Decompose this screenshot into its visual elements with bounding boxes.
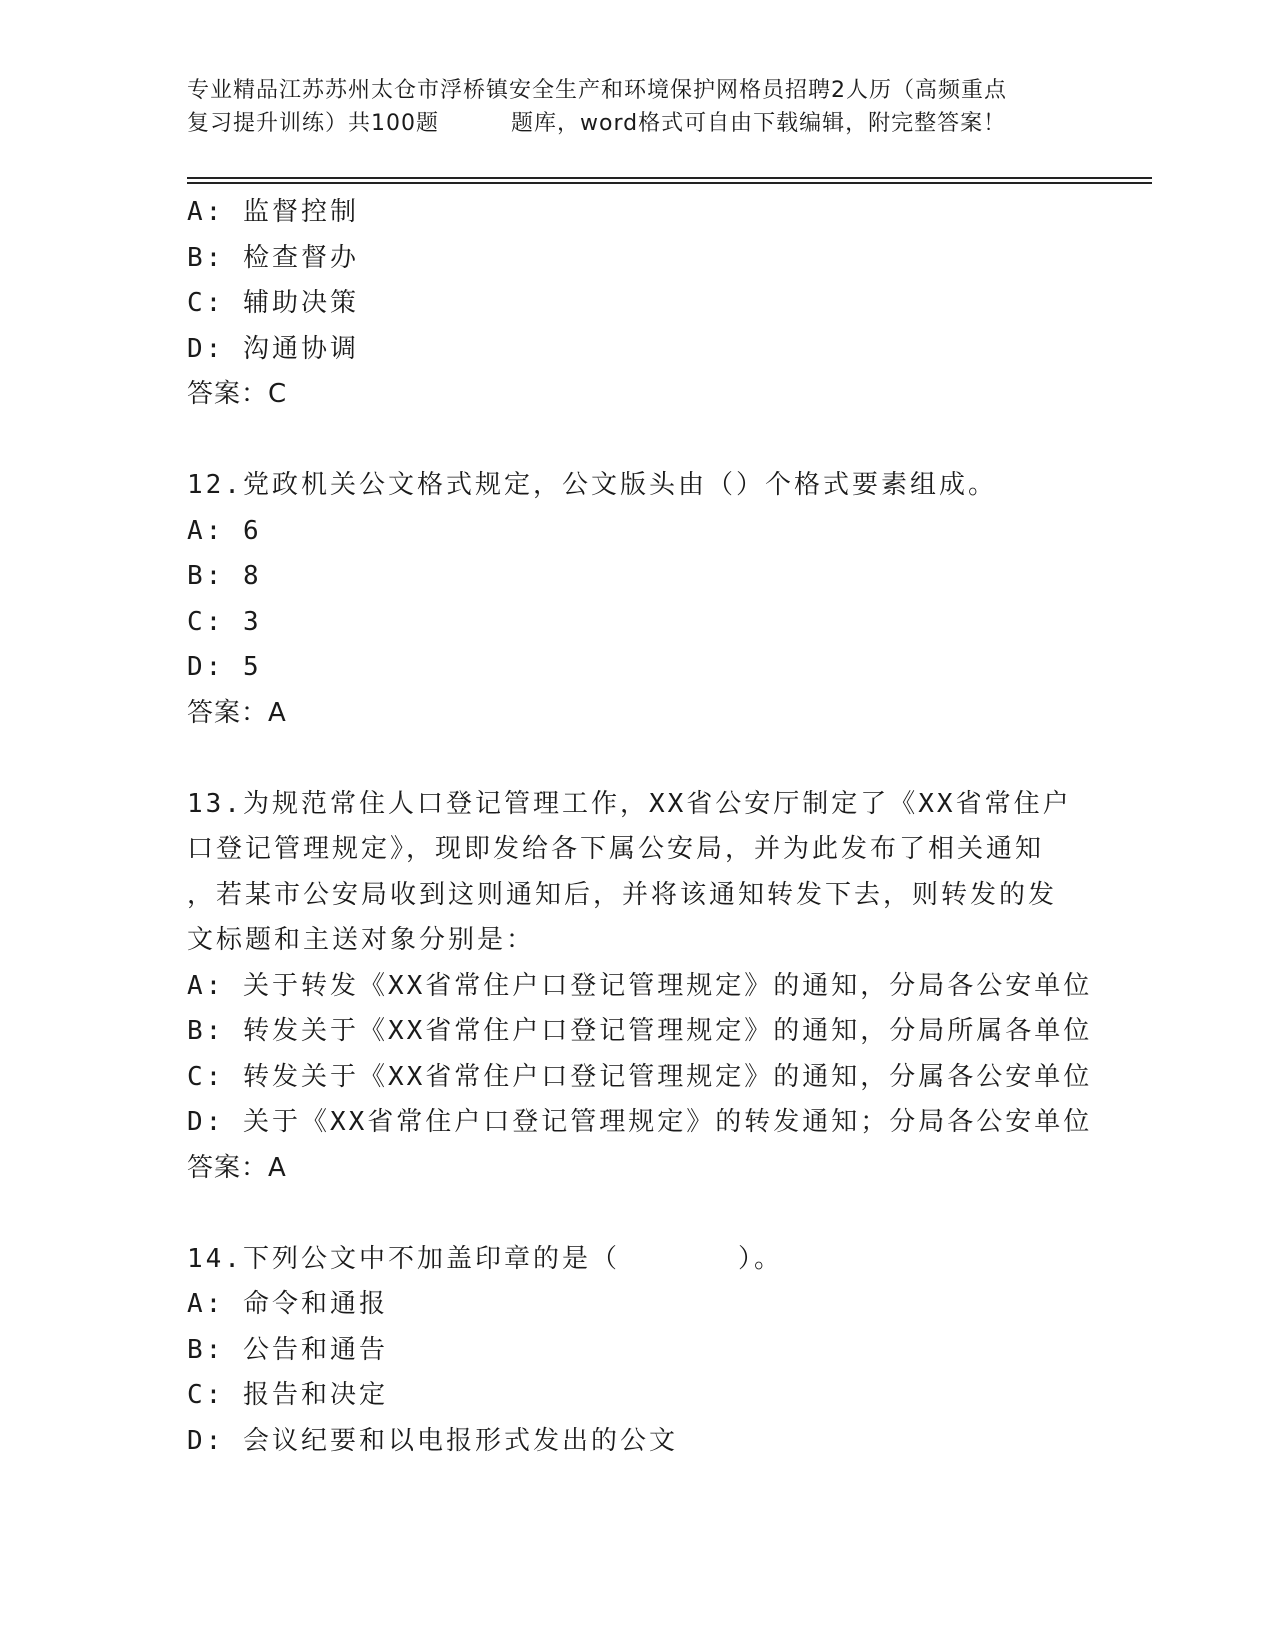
question-12 xyxy=(187,463,1087,736)
header-line-2-part-b: 题库，word格式可自由下载编辑，附完整答案！ xyxy=(511,111,1007,136)
q14-option-b: B: 公告和通告 xyxy=(187,1334,388,1365)
q14-option-a: A: 命令和通报 xyxy=(187,1289,388,1319)
question-14 xyxy=(187,1237,1087,1465)
header-rule-top xyxy=(187,177,1152,179)
q13-option-b: B: 转发关于《XX省常住户口登记管理规定》的通知，分局所属各单位 xyxy=(187,1016,1093,1046)
q11-option-a: A: 监督控制 xyxy=(187,197,359,227)
header-line-2 xyxy=(187,107,1087,140)
q12-answer: 答案：A xyxy=(187,697,287,728)
q13-option-a: A: 关于转发《XX省常住户口登记管理规定》的通知，分局各公安单位 xyxy=(187,970,1093,1001)
q12-option-d: D: 5 xyxy=(187,652,262,682)
question-11 xyxy=(187,190,1087,418)
header-line-1: 专业精品江苏苏州太仓市浮桥镇安全生产和环境保护网格员招聘2人历（高频重点 xyxy=(187,78,1007,103)
q13-option-d: D: 关于《XX省常住户口登记管理规定》的转发通知；分局各公安单位 xyxy=(187,1107,1093,1137)
q12-option-b: B: 8 xyxy=(187,561,262,591)
q14-option-c: C: 报告和决定 xyxy=(187,1380,388,1410)
q14-option-d: D: 会议纪要和以电报形式发出的公文 xyxy=(187,1425,678,1456)
q11-option-c: C: 辅助决策 xyxy=(187,288,359,318)
q13-option-c: C: 转发关于《XX省常住户口登记管理规定》的通知，分属各公安单位 xyxy=(187,1061,1093,1092)
document-header xyxy=(187,74,1087,140)
question-13 xyxy=(187,782,1093,1192)
q14-text-part-a: 14.下列公文中不加盖印章的是（ xyxy=(187,1243,620,1274)
q13-answer: 答案：A xyxy=(187,1152,287,1183)
q12-option-a: A: 6 xyxy=(187,515,262,546)
q13-text-line-3: ，若某市公安局收到这则通知后，并将该通知转发下去，则转发的发 xyxy=(187,879,1058,910)
document-body xyxy=(187,190,1093,1464)
q13-text-line-1: 13.为规范常住人口登记管理工作，XX省公安厅制定了《XX省常住户 xyxy=(187,788,1072,819)
q14-text-part-b: ）。 xyxy=(737,1243,783,1274)
q11-option-d: D: 沟通协调 xyxy=(187,333,359,364)
header-line-2-part-a: 复习提升训练）共100题 xyxy=(187,111,439,136)
q12-option-c: C: 3 xyxy=(187,606,262,637)
q14-text xyxy=(187,1237,1087,1283)
q12-text: 12.党政机关公文格式规定，公文版头由（）个格式要素组成。 xyxy=(187,470,997,500)
q11-option-b: B: 检查督办 xyxy=(187,242,359,273)
q13-text-line-4: 文标题和主送对象分别是： xyxy=(187,925,536,955)
header-rule-bottom xyxy=(187,182,1152,184)
q11-answer: 答案：C xyxy=(187,379,288,409)
q13-text-line-2: 口登记管理规定》，现即发给各下属公安局，并为此发布了相关通知 xyxy=(187,834,1045,864)
